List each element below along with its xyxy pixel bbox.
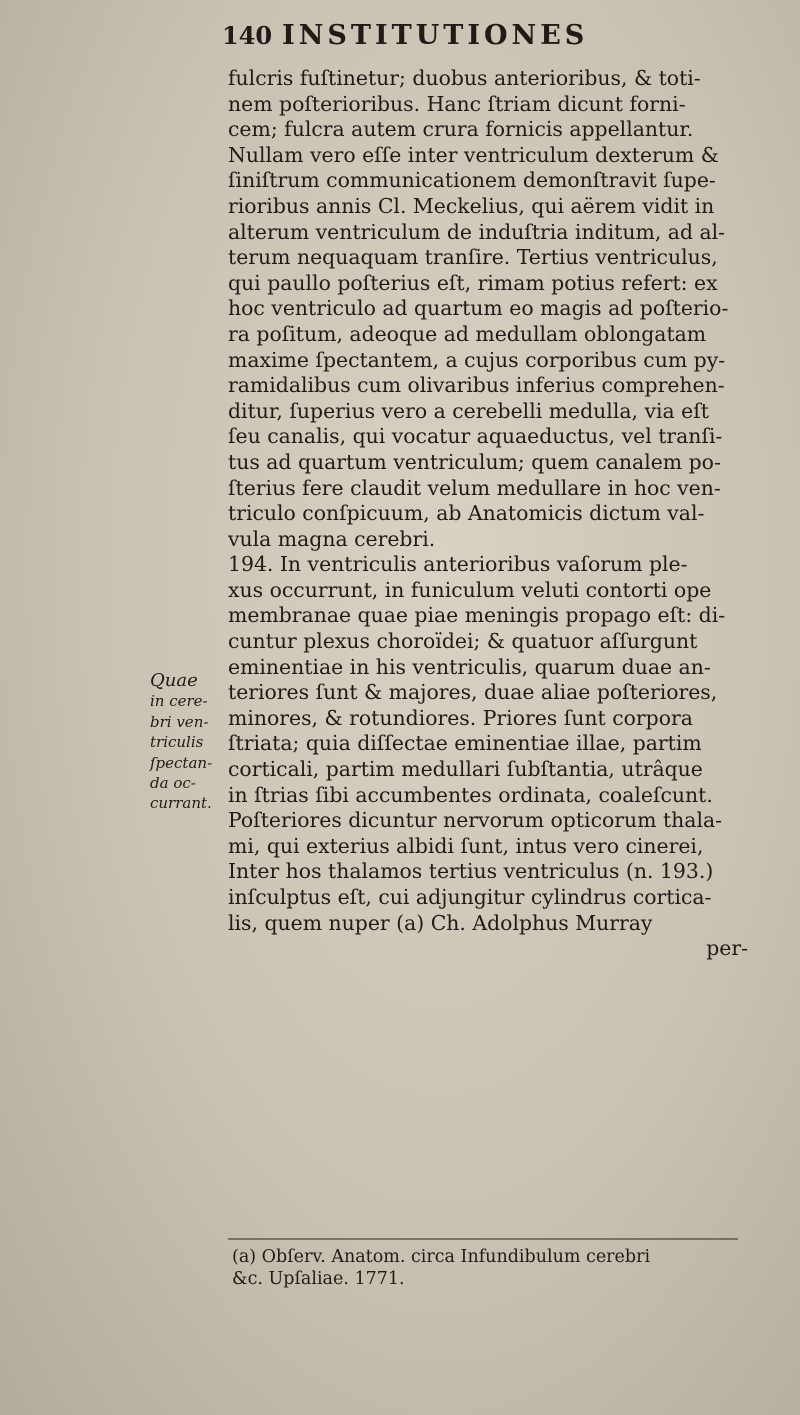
footnote-line: (a) Obſerv. Anatom. circa Infundibulum cerebri xyxy=(232,1247,651,1267)
text-line: minores, & rotundiores. Priores ſunt corpora xyxy=(228,705,693,730)
text-line: ramidalibus cum olivaribus inferius comprehen- xyxy=(228,373,725,398)
text-line: ra poſitum, adeoque ad medullam oblongatam xyxy=(228,321,707,346)
text-line: xus occurrunt, in funiculum veluti contorti ope xyxy=(228,577,712,602)
footnote-rule xyxy=(228,1238,738,1240)
running-header xyxy=(222,20,742,51)
text-line: Inter hos thalamos tertius ventriculus (n. 193.) xyxy=(228,859,714,884)
text-line: lis, quem nuper (a) Ch. Adolphus Murray xyxy=(228,910,653,935)
margin-note-line: da oc- xyxy=(150,773,196,792)
text-line: cem; fulcra autem crura fornicis appellantur. xyxy=(228,117,694,142)
text-line: triculo conſpicuum, ab Anatomicis dictum val- xyxy=(228,501,705,526)
text-line: ditur, ſuperius vero a cerebelli medulla, via eſt xyxy=(228,398,709,423)
text-line: rioribus annis Cl. Meckelius, qui aërem vidit in xyxy=(228,193,715,218)
margin-note-line: currant. xyxy=(150,794,212,813)
main-text xyxy=(228,66,758,962)
running-title: INSTITUTIONES xyxy=(282,20,589,51)
text-line: Poſteriores dicuntur nervorum opticorum thala- xyxy=(228,808,723,833)
text-line: inſculptus eſt, cui adjungitur cylindrus cortica- xyxy=(228,885,712,909)
margin-note-line: ſpectan- xyxy=(150,753,213,772)
text-line: vula magna cerebri. xyxy=(228,526,436,551)
footnote-line: &c. Upſaliae. 1771. xyxy=(232,1269,405,1289)
page-number: 140 xyxy=(222,21,273,50)
text-line: teriores ſunt & majores, duae aliae poſteriores, xyxy=(228,680,718,705)
margin-note xyxy=(150,671,230,814)
text-line: ſeu canalis, qui vocatur aquaeductus, vel tranſi- xyxy=(228,424,723,449)
text-line: hoc ventriculo ad quartum eo magis ad poſterio- xyxy=(228,296,729,321)
footnote xyxy=(232,1246,752,1290)
text-line: terum nequaquam tranſire. Tertius ventriculus, xyxy=(228,245,718,270)
text-line: in ſtrias ſibi accumbentes ordinata, coaleſcunt. xyxy=(228,782,713,807)
text-line: per- xyxy=(706,936,748,961)
text-line: cuntur plexus choroïdei; & quatuor aſſurgunt xyxy=(228,629,698,654)
text-line: nem poſterioribus. Hanc ſtriam dicunt forni- xyxy=(228,91,686,116)
text-line: alterum ventriculum de induſtria inditum, ad al- xyxy=(228,219,726,244)
margin-note-line: bri ven- xyxy=(150,712,209,731)
text-line: fulcris fuſtinetur; duobus anterioribus, & toti- xyxy=(228,66,701,90)
margin-note-line: in cere- xyxy=(150,692,208,711)
text-line: maxime ſpectantem, a cujus corporibus cum py- xyxy=(228,347,726,372)
text-line: 194. In ventriculis anterioribus vaſorum ple- xyxy=(228,552,688,577)
margin-note-line: triculis xyxy=(150,733,204,752)
text-line: ſtriata; quia diſſectae eminentiae illae, partim xyxy=(228,731,702,756)
text-line: tus ad quartum ventriculum; quem canalem po- xyxy=(228,449,721,474)
text-line: membranae quae piae meningis propago eſt: di- xyxy=(228,603,726,628)
text-line: ſiniſtrum communicationem demonſtravit ſupe- xyxy=(228,168,716,193)
text-line: ſterius fere claudit velum medullare in hoc ven- xyxy=(228,475,721,500)
text-line: qui paullo poſterius eſt, rimam potius refert: ex xyxy=(228,270,718,295)
text-line: Nullam vero eſſe inter ventriculum dexterum & xyxy=(228,142,719,167)
text-line: corticali, partim medullari ſubſtantia, utrâque xyxy=(228,757,703,782)
text-line: eminentiae in his ventriculis, quarum duae an- xyxy=(228,654,711,679)
text-line: mi, qui exterius albidi ſunt, intus vero cinerei, xyxy=(228,833,704,858)
margin-note-line: Quae xyxy=(150,670,198,691)
